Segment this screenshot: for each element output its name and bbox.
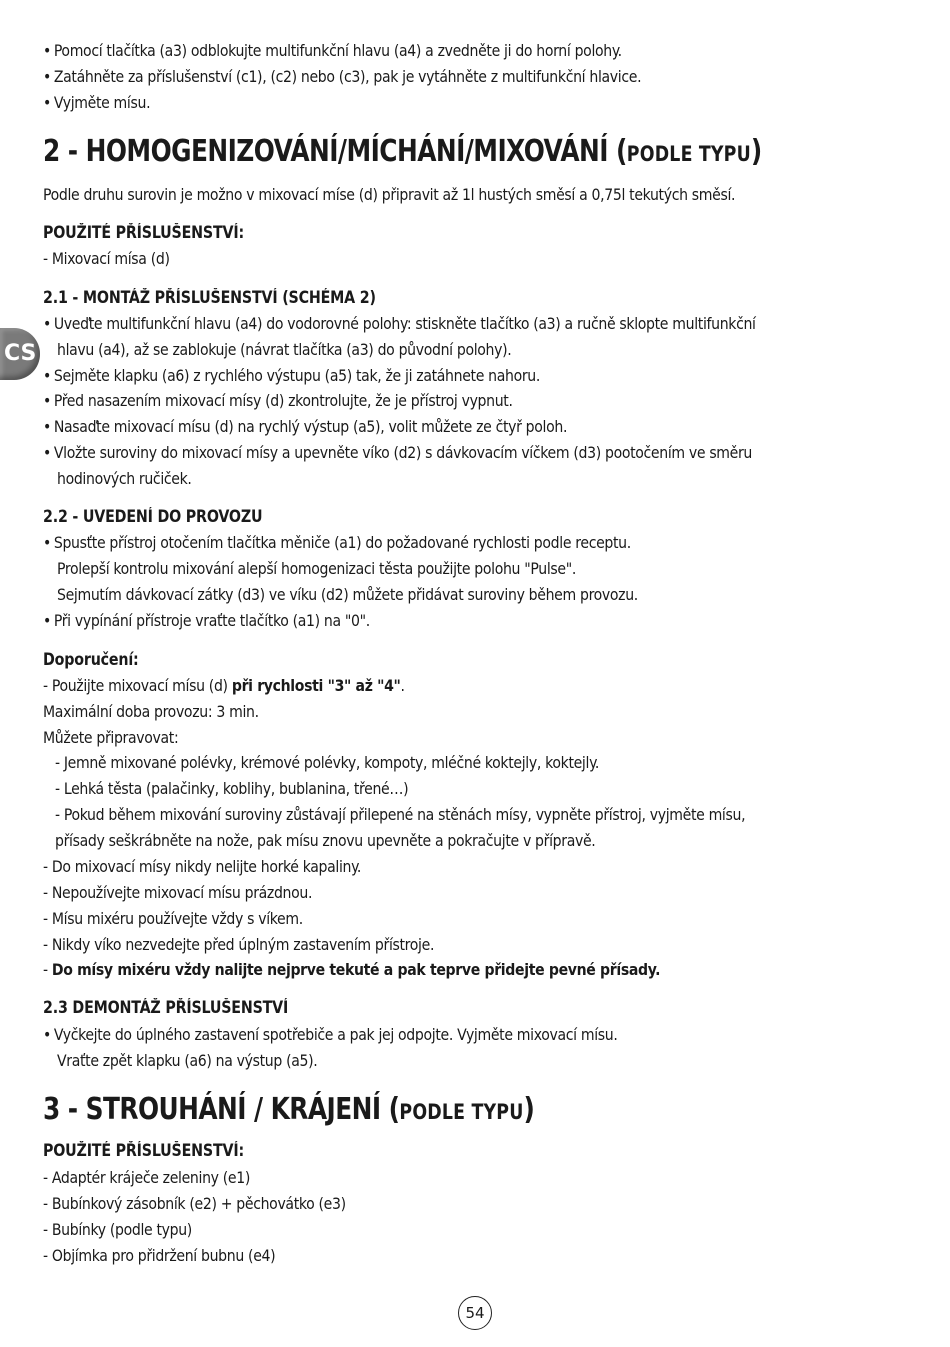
bullet-icon: • — [43, 93, 51, 112]
bullet-continuation: Prolepší kontrolu mixování alepší homogenizaci těsta použijte polohu "Pulse". — [57, 559, 576, 578]
subheading-recommendation: Doporučení: — [43, 650, 139, 669]
bullet-continuation: Vraťte zpět klapku (a6) na výstup (a5). — [57, 1051, 318, 1070]
bullet-item: • Při vypínání přístroje vraťte tlačítko (a1) na "0". — [43, 611, 370, 630]
recommendation-line: Maximální doba provozu: 3 min. — [43, 702, 259, 721]
page-number: 54 — [458, 1296, 492, 1330]
subheading-2-3: 2.3 DEMONTÁŽ PŘÍSLUŠENSTVÍ — [43, 998, 289, 1017]
bullet-icon: • — [43, 41, 51, 60]
section-heading-2: 2 - HOMOGENIZOVÁNÍ/MÍCHÁNÍ/MIXOVÁNÍ (PODLE TYPU) — [43, 134, 762, 169]
bullet-item: • Uveďte multifunkční hlavu (a4) do vodorovné polohy: stiskněte tlačítko (a3) a ručně sklopte multifunkční — [43, 314, 756, 333]
bullet-item: • Vyčkejte do úplného zastavení spotřebiče a pak jej odpojte. Vyjměte mixovací mísu. — [43, 1025, 618, 1044]
accessory-item: - Objímka pro přidržení bubnu (e4) — [43, 1246, 276, 1265]
subheading-used-accessories: POUŽITÉ PŘÍSLUŠENSTVÍ: — [43, 1141, 244, 1160]
recommendation-line: - Nepoužívejte mixovací mísu prázdnou. — [43, 883, 313, 902]
accessory-item: - Adaptér kráječe zeleniny (e1) — [43, 1168, 250, 1187]
recommendation-line: Můžete připravovat: — [43, 728, 179, 747]
subheading-used-accessories: POUŽITÉ PŘÍSLUŠENSTVÍ: — [43, 223, 244, 242]
recommendation-line: - Jemně mixované polévky, krémové polévky, kompoty, mléčné koktejly, koktejly. — [55, 753, 599, 772]
recommendation-line: - Do mísy mixéru vždy nalijte nejprve tekuté a pak teprve přidejte pevné přísady. — [43, 960, 661, 979]
recommendation-line: - Nikdy víko nezvedejte před úplným zastavením přístroje. — [43, 935, 435, 954]
bullet-icon: • — [43, 443, 51, 462]
bullet-icon: • — [43, 533, 51, 552]
bullet-item: • Sejměte klapku (a6) z rychlého výstupu (a5) tak, že ji zatáhnete nahoru. — [43, 366, 541, 385]
bullet-continuation: Sejmutím dávkovací zátky (d3) ve víku (d2) můžete přidávat suroviny během provozu. — [57, 585, 638, 604]
bullet-item: • Vložte suroviny do mixovací mísy a upevněte víko (d2) s dávkovacím víčkem (d3) pootočením ve směru — [43, 443, 753, 462]
bullet-item: • Vyjměte mísu. — [43, 93, 151, 112]
bullet-item: • Nasaďte mixovací mísu (d) na rychlý výstup (a5), volit můžete ze čtyř poloh. — [43, 417, 568, 436]
bullet-continuation: hlavu (a4), až se zablokuje (návrat tlačítka (a3) do původní polohy). — [57, 340, 512, 359]
intro-paragraph: Podle druhu surovin je možno v mixovací míse (d) připravit až 1l hustých směsí a 0,75l tekutých směsí. — [43, 185, 736, 204]
recommendation-line: - Do mixovací mísy nikdy nelijte horké kapaliny. — [43, 857, 362, 876]
recommendation-line: - Mísu mixéru používejte vždy s víkem. — [43, 909, 303, 928]
bullet-item: • Před nasazením mixovací mísy (d) zkontrolujte, že je přístroj vypnut. — [43, 391, 513, 410]
subheading-2-1: 2.1 - MONTÁŽ PŘÍSLUŠENSTVÍ (SCHÉMA 2) — [43, 288, 376, 307]
accessory-item: - Mixovací mísa (d) — [43, 249, 170, 268]
accessory-item: - Bubínky (podle typu) — [43, 1220, 192, 1239]
bullet-item: • Pomocí tlačítka (a3) odblokujte multifunkční hlavu (a4) a zvedněte ji do horní polohy. — [43, 41, 622, 60]
bullet-icon: • — [43, 1025, 51, 1044]
accessory-item: - Bubínkový zásobník (e2) + pěchovátko (e3) — [43, 1194, 346, 1213]
bullet-item: • Zatáhněte za příslušenství (c1), (c2) nebo (c3), pak je vytáhněte z multifunkční hlavice. — [43, 67, 642, 86]
recommendation-line: přísady seškrábněte na nože, pak mísu znovu upevněte a pokračujte v přípravě. — [55, 831, 596, 850]
recommendation-line: - Pokud během mixování suroviny zůstávají přilepené na stěnách mísy, vypněte přístroj, vyjměte mísu, — [55, 805, 746, 824]
bullet-continuation: hodinových ručiček. — [57, 469, 192, 488]
section-heading-3: 3 - STROUHÁNÍ / KRÁJENÍ (PODLE TYPU) — [43, 1092, 535, 1127]
recommendation-line: - Použijte mixovací mísu (d) při rychlosti "3" až "4". — [43, 676, 405, 695]
bullet-icon: • — [43, 611, 51, 630]
bullet-icon: • — [43, 314, 51, 333]
bullet-icon: • — [43, 417, 51, 436]
recommendation-line: - Lehká těsta (palačinky, koblihy, bublanina, třené…) — [55, 779, 409, 798]
bullet-icon: • — [43, 366, 51, 385]
subheading-2-2: 2.2 - UVEDENÍ DO PROVOZU — [43, 507, 263, 526]
bullet-item: • Spusťte přístroj otočením tlačítka měniče (a1) do požadované rychlosti podle receptu. — [43, 533, 631, 552]
bullet-icon: • — [43, 391, 51, 410]
language-tab: CS — [0, 328, 40, 380]
bullet-icon: • — [43, 67, 51, 86]
